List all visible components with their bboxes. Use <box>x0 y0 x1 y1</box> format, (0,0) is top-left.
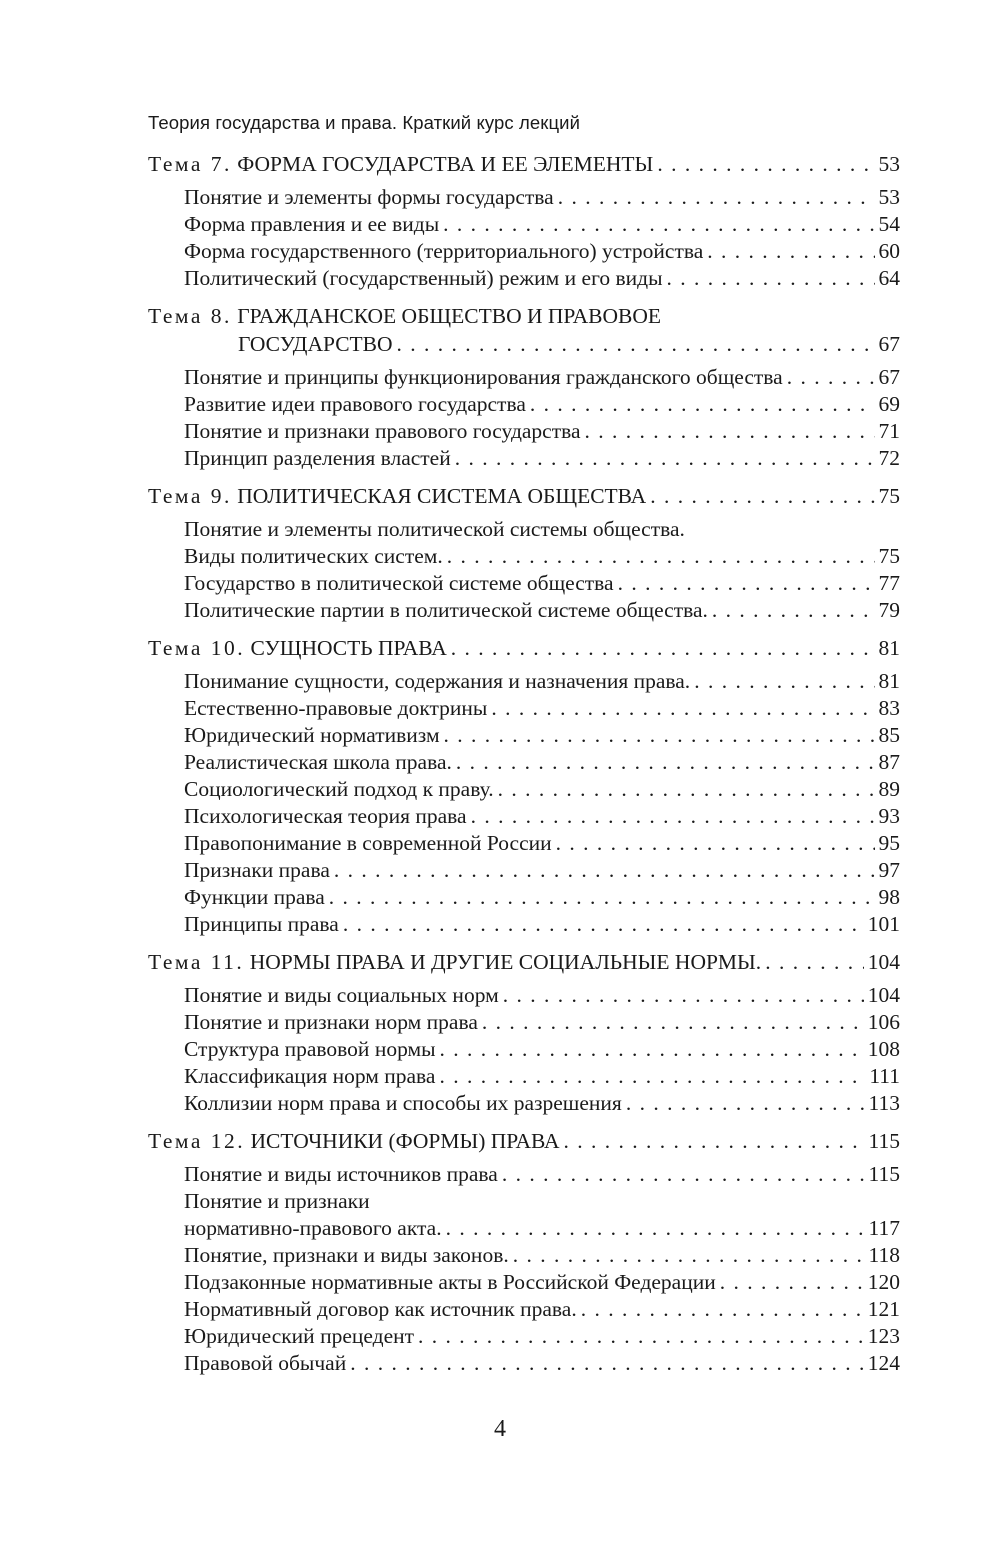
toc-topic-label: Тема 9. <box>148 484 232 508</box>
toc-entry[interactable] <box>148 238 900 265</box>
dot-leader <box>350 1350 864 1377</box>
toc-entry-text: Принципы права <box>184 912 339 936</box>
toc-page-number: 83 <box>878 696 900 720</box>
toc-entry-text: Принцип разделения властей <box>184 446 451 470</box>
toc-page-number: 120 <box>867 1270 900 1294</box>
toc-entry[interactable] <box>148 211 900 238</box>
toc-entry-text: Понятие и элементы политической системы общества. <box>184 517 685 541</box>
dot-leader <box>667 265 875 292</box>
toc-entry[interactable] <box>148 1188 900 1215</box>
toc-topic <box>148 302 900 472</box>
toc-entry[interactable] <box>148 1296 900 1323</box>
toc-page-number: 123 <box>867 1324 900 1348</box>
toc-page-number: 115 <box>868 1162 900 1186</box>
toc-page-number: 77 <box>878 571 900 595</box>
dot-leader <box>787 364 875 391</box>
toc-entry-text: Развитие идеи правового государства <box>184 392 526 416</box>
toc-page-number: 85 <box>878 723 900 747</box>
toc-page-number: 75 <box>878 544 900 568</box>
toc-entry-text: Юридический прецедент <box>184 1324 415 1348</box>
toc-topic-title-text: ФОРМА ГОСУДАРСТВА И ЕЕ ЭЛЕМЕНТЫ <box>237 152 654 176</box>
page-number: 4 <box>494 1416 506 1442</box>
toc-entry-text: Понятие, признаки и виды законов. <box>184 1243 509 1267</box>
dot-leader <box>585 418 875 445</box>
running-head: Теория государства и права. Краткий курс лекций <box>148 112 581 133</box>
toc-entry[interactable] <box>148 830 900 857</box>
toc-topic-title[interactable] <box>148 302 900 330</box>
toc-page-number: 69 <box>878 392 900 416</box>
toc-topic <box>148 948 900 1117</box>
dot-leader <box>482 1009 864 1036</box>
toc-entry-text: Классификация норм права <box>184 1064 436 1088</box>
toc-topic-title[interactable] <box>148 948 900 976</box>
toc-entry-text: Психологическая теория права <box>184 804 467 828</box>
toc-entry[interactable] <box>148 364 900 391</box>
dot-leader <box>443 211 874 238</box>
toc-topic-label: Тема 7. <box>148 152 232 176</box>
toc-entry[interactable] <box>148 911 900 938</box>
dot-leader <box>439 1063 865 1090</box>
toc-entry-text: Понятие и принципы функционирования гражданского общества <box>184 365 783 389</box>
toc-entry-text: Политический (государственный) режим и его виды <box>184 266 663 290</box>
toc-topic-title[interactable] <box>148 482 900 510</box>
toc-topic-title-text: СУЩНОСТЬ ПРАВА <box>250 636 447 660</box>
toc-page-number: 60 <box>878 239 900 263</box>
dot-leader <box>456 749 875 776</box>
toc-entry-text: Понимание сущности, содержания и назначения права. <box>184 669 691 693</box>
toc-topic-label: Тема 11. <box>148 950 245 974</box>
toc-entry-text: Подзаконные нормативные акты в Российской Федерации <box>184 1270 716 1294</box>
toc-topic <box>148 1127 900 1377</box>
dot-leader <box>451 634 875 662</box>
dot-leader <box>329 884 875 911</box>
toc-page-number: 81 <box>878 669 900 693</box>
dot-leader <box>581 1296 864 1323</box>
toc-page-number: 117 <box>868 1216 900 1240</box>
dot-leader <box>471 803 875 830</box>
toc-page-number: 53 <box>878 185 900 209</box>
dot-leader <box>712 597 875 624</box>
dot-leader <box>618 570 875 597</box>
toc-topic-label: Тема 8. <box>148 304 232 328</box>
dot-leader <box>440 1036 864 1063</box>
toc-page-number: 108 <box>867 1037 900 1061</box>
toc-entry[interactable] <box>148 884 900 911</box>
toc-entry[interactable] <box>148 668 900 695</box>
toc-entry[interactable] <box>148 1090 900 1117</box>
toc-topic <box>148 634 900 938</box>
dot-leader <box>564 1127 865 1155</box>
toc-topic-title-text: ГОСУДАРСТВО <box>238 332 393 356</box>
toc-entry-text: Понятие и признаки правового государства <box>184 419 581 443</box>
toc-entry-text: Социологический подход к праву. <box>184 777 494 801</box>
dot-leader <box>397 330 875 358</box>
toc-page-number: 106 <box>867 1010 900 1034</box>
toc-entry-text: Реалистическая школа права. <box>184 750 452 774</box>
toc-entry[interactable] <box>148 597 900 624</box>
toc-entry-text: нормативно-правового акта. <box>184 1216 442 1240</box>
dot-leader <box>657 150 874 178</box>
toc-entry[interactable] <box>148 1242 900 1269</box>
toc-entry[interactable] <box>148 803 900 830</box>
dot-leader <box>455 445 875 472</box>
dot-leader <box>694 668 874 695</box>
toc-page-number: 72 <box>878 446 900 470</box>
toc-page-number: 54 <box>878 212 900 236</box>
toc-page-number: 71 <box>878 419 900 443</box>
toc-entry-text: Нормативный договор как источник права. <box>184 1297 577 1321</box>
toc-entry-text: Правовой обычай <box>184 1351 347 1375</box>
toc-page-number: 75 <box>878 484 900 508</box>
toc-page-number: 101 <box>867 912 900 936</box>
toc-page-number: 104 <box>867 950 900 974</box>
dot-leader <box>513 1242 865 1269</box>
toc-topic-label: Тема 12. <box>148 1129 246 1153</box>
toc-entry[interactable] <box>148 1215 900 1242</box>
dot-leader <box>446 1215 865 1242</box>
dot-leader <box>556 830 875 857</box>
toc-entry-text: Государство в политической системе общества <box>184 571 614 595</box>
toc-page-number: 79 <box>878 598 900 622</box>
toc-entry-text: Правопонимание в современной России <box>184 831 552 855</box>
toc-entry[interactable] <box>148 749 900 776</box>
toc-page-number: 113 <box>868 1091 900 1115</box>
toc-entry-text: Виды политических систем. <box>184 544 443 568</box>
toc-topic <box>148 150 900 292</box>
toc-entry-text: Естественно-правовые доктрины <box>184 696 488 720</box>
toc-topic-title[interactable] <box>148 150 900 178</box>
dot-leader <box>765 948 864 976</box>
toc-entry-text: Форма государственного (территориального) устройства <box>184 239 704 263</box>
toc-topic-title[interactable] <box>148 1127 900 1155</box>
toc-entry[interactable] <box>148 570 900 597</box>
toc-entry[interactable] <box>148 1009 900 1036</box>
dot-leader <box>498 776 875 803</box>
toc-entry-text: Политические партии в политической системе общества. <box>184 598 708 622</box>
toc-page-number: 89 <box>878 777 900 801</box>
toc-entry[interactable] <box>148 265 900 292</box>
toc-topic-title-text: ИСТОЧНИКИ (ФОРМЫ) ПРАВА <box>250 1129 560 1153</box>
toc-entry-text: Понятие и виды источников права <box>184 1162 498 1186</box>
dot-leader <box>558 184 875 211</box>
toc-page-number: 115 <box>868 1129 900 1153</box>
toc-entry-text: Понятие и признаки норм права <box>184 1010 478 1034</box>
toc-entry[interactable] <box>148 982 900 1009</box>
toc-page-number: 98 <box>878 885 900 909</box>
toc-entry[interactable] <box>148 1350 900 1377</box>
dot-leader <box>650 482 874 510</box>
toc-entry-text: Понятие и признаки <box>184 1189 370 1213</box>
toc-page-number: 67 <box>878 365 900 389</box>
dot-leader <box>418 1323 864 1350</box>
dot-leader <box>503 982 864 1009</box>
dot-leader <box>447 543 875 570</box>
toc-entry-text: Функции права <box>184 885 325 909</box>
toc-page-number: 53 <box>878 152 900 176</box>
dot-leader <box>334 857 875 884</box>
toc-entry[interactable] <box>148 1323 900 1350</box>
toc-entry[interactable] <box>148 543 900 570</box>
toc-entry-text: Форма правления и ее виды <box>184 212 440 236</box>
toc-entry-text: Признаки права <box>184 858 330 882</box>
dot-leader <box>502 1161 865 1188</box>
toc-entry[interactable] <box>148 776 900 803</box>
dot-leader <box>444 722 875 749</box>
toc-entry[interactable] <box>148 445 900 472</box>
toc-page-number: 81 <box>878 636 900 660</box>
toc-entry-text: Понятие и элементы формы государства <box>184 185 554 209</box>
toc-entry-text: Коллизии норм права и способы их разрешения <box>184 1091 622 1115</box>
toc-entry[interactable] <box>148 1161 900 1188</box>
toc-page-number: 121 <box>867 1297 900 1321</box>
dot-leader <box>491 695 874 722</box>
toc-entry-text: Структура правовой нормы <box>184 1037 436 1061</box>
toc-entry[interactable] <box>148 1269 900 1296</box>
toc-page-number: 64 <box>878 266 900 290</box>
table-of-contents <box>148 150 900 1387</box>
toc-entry[interactable] <box>148 1036 900 1063</box>
dot-leader <box>707 238 874 265</box>
toc-topic <box>148 482 900 624</box>
toc-topic-title-text: ПОЛИТИЧЕСКАЯ СИСТЕМА ОБЩЕСТВА <box>237 484 647 508</box>
toc-entry[interactable] <box>148 857 900 884</box>
dot-leader <box>626 1090 865 1117</box>
toc-entry[interactable] <box>148 516 900 543</box>
toc-entry[interactable] <box>148 418 900 445</box>
toc-topic-title[interactable] <box>148 330 900 358</box>
toc-topic-title[interactable] <box>148 634 900 662</box>
toc-entry[interactable] <box>148 391 900 418</box>
toc-page-number: 95 <box>878 831 900 855</box>
dot-leader <box>343 911 864 938</box>
toc-topic-label: Тема 10. <box>148 636 246 660</box>
dot-leader <box>720 1269 864 1296</box>
toc-page-number: 104 <box>867 983 900 1007</box>
toc-topic-title-text: НОРМЫ ПРАВА И ДРУГИЕ СОЦИАЛЬНЫЕ НОРМЫ. <box>249 950 762 974</box>
toc-page-number: 87 <box>878 750 900 774</box>
toc-page-number: 111 <box>869 1064 900 1088</box>
toc-entry[interactable] <box>148 695 900 722</box>
toc-page-number: 93 <box>878 804 900 828</box>
dot-leader <box>530 391 875 418</box>
toc-entry[interactable] <box>148 1063 900 1090</box>
toc-entry[interactable] <box>148 184 900 211</box>
toc-entry-text: Юридический нормативизм <box>184 723 440 747</box>
toc-page-number: 67 <box>878 332 900 356</box>
toc-page-number: 118 <box>868 1243 900 1267</box>
toc-entry[interactable] <box>148 722 900 749</box>
toc-topic-title-text: ГРАЖДАНСКОЕ ОБЩЕСТВО И ПРАВОВОЕ <box>237 304 661 328</box>
toc-entry-text: Понятие и виды социальных норм <box>184 983 499 1007</box>
toc-page-number: 97 <box>878 858 900 882</box>
toc-page-number: 124 <box>867 1351 900 1375</box>
